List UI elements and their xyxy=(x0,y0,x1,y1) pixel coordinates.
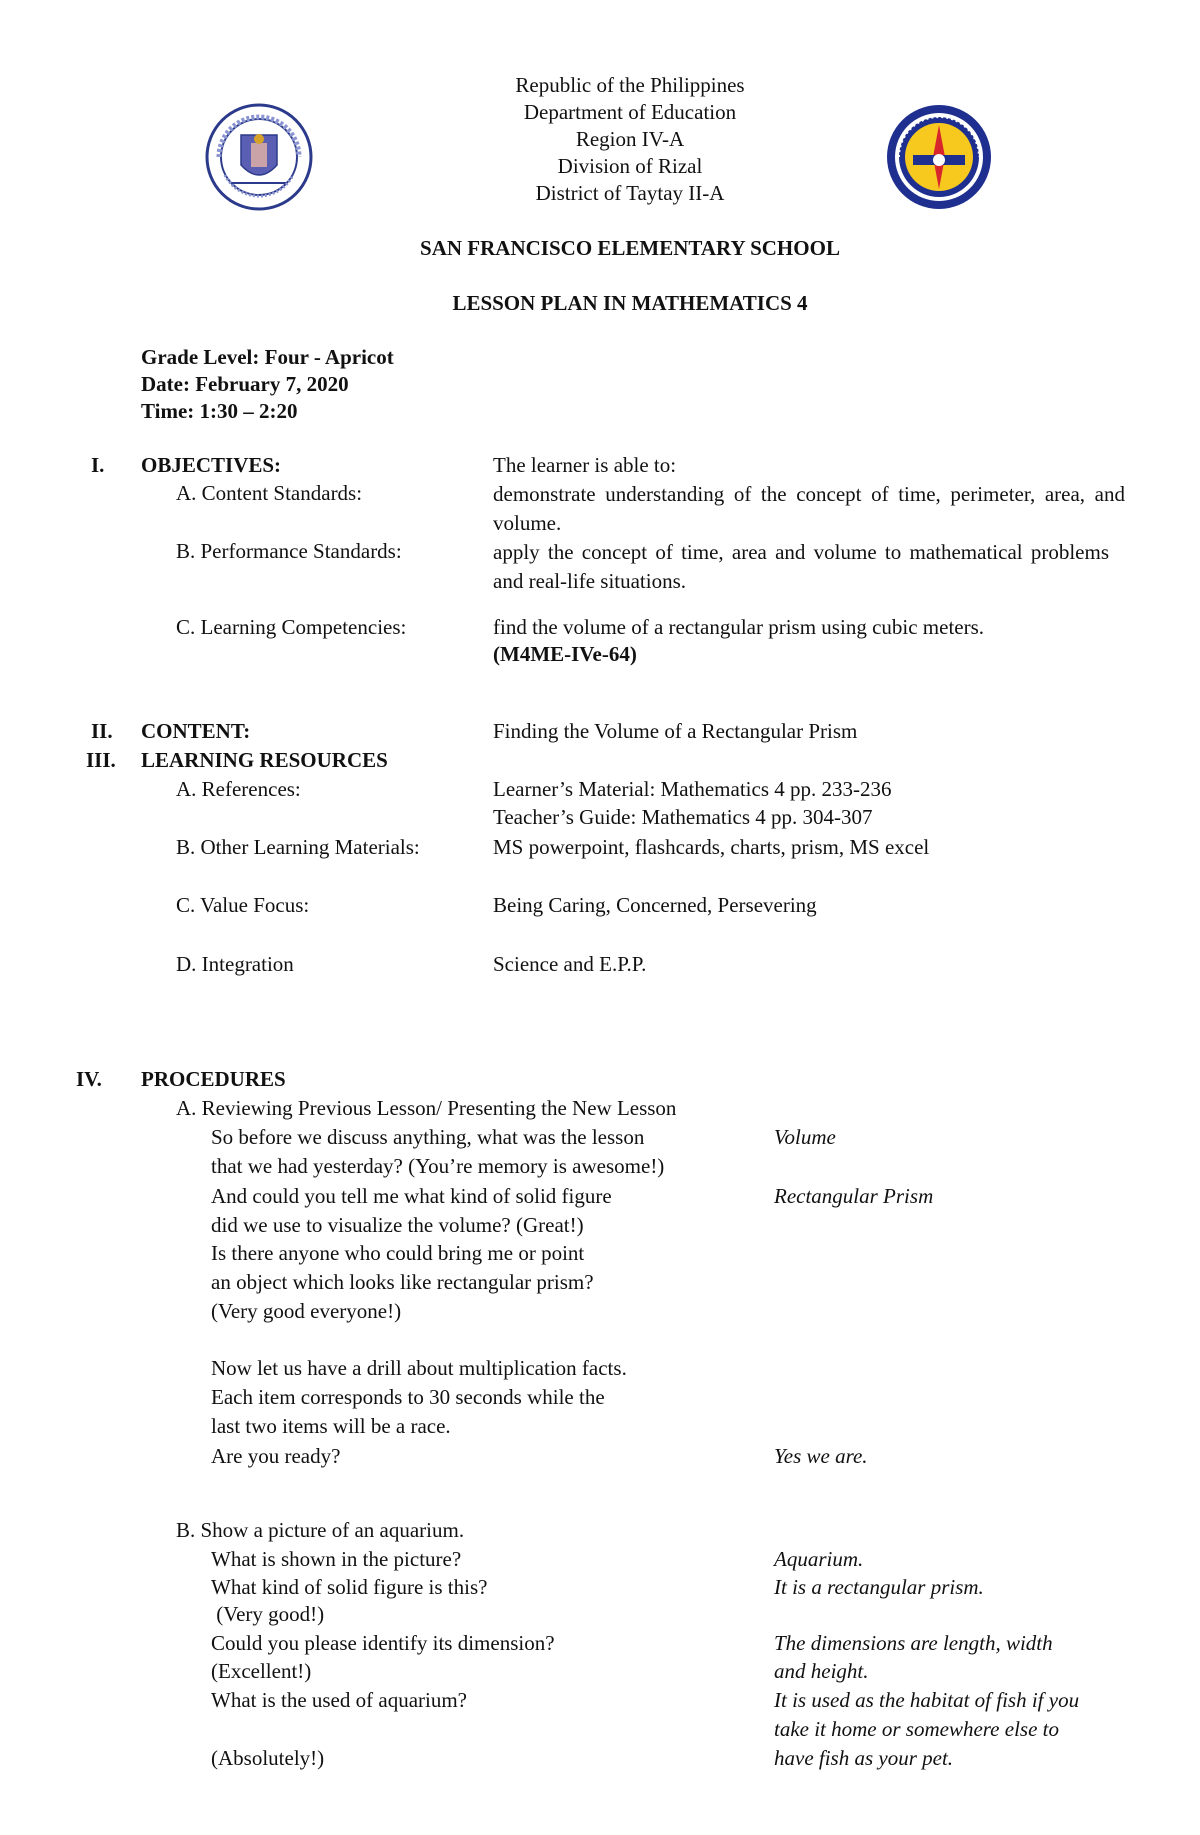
performance-standards-text: apply the concept of time, area and volume to mathematical problems and real-life situations. xyxy=(493,540,1109,593)
content-standards-text: demonstrate understanding of the concept of time, perimeter, area, and volume. xyxy=(493,482,1125,535)
teacher-line: did we use to visualize the volume? (Great!) xyxy=(211,1213,584,1237)
teacher-line: Are you ready? xyxy=(211,1444,341,1468)
teacher-line: Now let us have a drill about multiplication facts. xyxy=(211,1356,627,1380)
teacher-line: What is shown in the picture? xyxy=(211,1547,462,1571)
value-focus-text: Being Caring, Concerned, Persevering xyxy=(493,893,817,917)
pupil-answer: have fish as your pet. xyxy=(774,1746,954,1770)
teacher-line: And could you tell me what kind of solid figure xyxy=(211,1184,612,1208)
content-standards-label: A. Content Standards: xyxy=(176,481,363,505)
teacher-line: that we had yesterday? (You’re memory is awesome!) xyxy=(211,1154,665,1178)
lesson-date: Date: February 7, 2020 xyxy=(141,372,349,396)
section-number: I. xyxy=(91,453,105,477)
teacher-line: Is there anyone who could bring me or point xyxy=(211,1241,585,1265)
grade-level: Grade Level: Four - Apricot xyxy=(141,345,394,369)
school-name: SAN FRANCISCO ELEMENTARY SCHOOL xyxy=(420,236,840,260)
procedures-heading: PROCEDURES xyxy=(141,1067,286,1091)
pupil-answer: Rectangular Prism xyxy=(774,1184,934,1208)
header-line-3: Region IV-A xyxy=(575,127,685,151)
pupil-answer: It is a rectangular prism. xyxy=(774,1575,984,1599)
lesson-time: Time: 1:30 – 2:20 xyxy=(141,399,298,423)
competency-code: (M4ME-IVe-64) xyxy=(493,642,637,666)
learning-competencies-text: find the volume of a rectangular prism using cubic meters. xyxy=(493,615,985,639)
teacher-line: Could you please identify its dimension? xyxy=(211,1631,555,1655)
resources-heading: LEARNING RESOURCES xyxy=(141,748,388,772)
section-number: III. xyxy=(86,748,116,772)
content-heading: CONTENT: xyxy=(141,719,251,743)
teacher-line: (Excellent!) xyxy=(211,1659,312,1683)
plan-title: LESSON PLAN IN MATHEMATICS 4 xyxy=(452,291,808,315)
teacher-line: So before we discuss anything, what was the lesson xyxy=(211,1125,645,1149)
teacher-line: last two items will be a race. xyxy=(211,1414,451,1438)
procedure-a-label: A. Reviewing Previous Lesson/ Presenting the New Lesson xyxy=(176,1096,677,1120)
pupil-answer: take it home or somewhere else to xyxy=(774,1717,1059,1741)
other-materials-label: B. Other Learning Materials: xyxy=(176,835,420,859)
learners-material: Learner’s Material: Mathematics 4 pp. 233-236 xyxy=(493,777,892,801)
header-line-2: Department of Education xyxy=(523,100,737,124)
header-line-4: Division of Rizal xyxy=(557,154,703,178)
pupil-answer: The dimensions are length, width xyxy=(774,1631,1053,1655)
integration-label: D. Integration xyxy=(176,952,294,976)
section-number: IV. xyxy=(76,1067,102,1091)
objectives-heading: OBJECTIVES: xyxy=(141,453,282,477)
other-materials-text: MS powerpoint, flashcards, charts, prism, MS excel xyxy=(493,835,930,859)
header-line-5: District of Taytay II-A xyxy=(535,181,725,205)
content-text: Finding the Volume of a Rectangular Prism xyxy=(493,719,858,743)
teacher-line: What kind of solid figure is this? xyxy=(211,1575,488,1599)
pupil-answer: Volume xyxy=(774,1125,836,1149)
teacher-line: an object which looks like rectangular prism? xyxy=(211,1270,594,1294)
teachers-guide: Teacher’s Guide: Mathematics 4 pp. 304-307 xyxy=(493,805,873,829)
integration-text: Science and E.P.P. xyxy=(493,952,647,976)
objectives-intro: The learner is able to: xyxy=(493,453,677,477)
pupil-answer: Aquarium. xyxy=(774,1547,864,1571)
procedure-b-label: B. Show a picture of an aquarium. xyxy=(176,1518,465,1542)
value-focus-label: C. Value Focus: xyxy=(176,893,310,917)
pupil-answer: It is used as the habitat of fish if you xyxy=(774,1688,1080,1712)
teacher-line: (Very good!) xyxy=(211,1602,325,1626)
performance-standards-label: B. Performance Standards: xyxy=(176,539,402,563)
section-number: II. xyxy=(91,719,113,743)
references-label: A. References: xyxy=(176,777,301,801)
learning-competencies-label: C. Learning Competencies: xyxy=(176,615,407,639)
teacher-line: (Very good everyone!) xyxy=(211,1299,402,1323)
teacher-line: (Absolutely!) xyxy=(211,1746,325,1770)
teacher-line: Each item corresponds to 30 seconds while the xyxy=(211,1385,605,1409)
pupil-answer: and height. xyxy=(774,1659,869,1683)
teacher-line: What is the used of aquarium? xyxy=(211,1688,467,1712)
header-line-1: Republic of the Philippines xyxy=(515,73,745,97)
pupil-answer: Yes we are. xyxy=(774,1444,868,1468)
